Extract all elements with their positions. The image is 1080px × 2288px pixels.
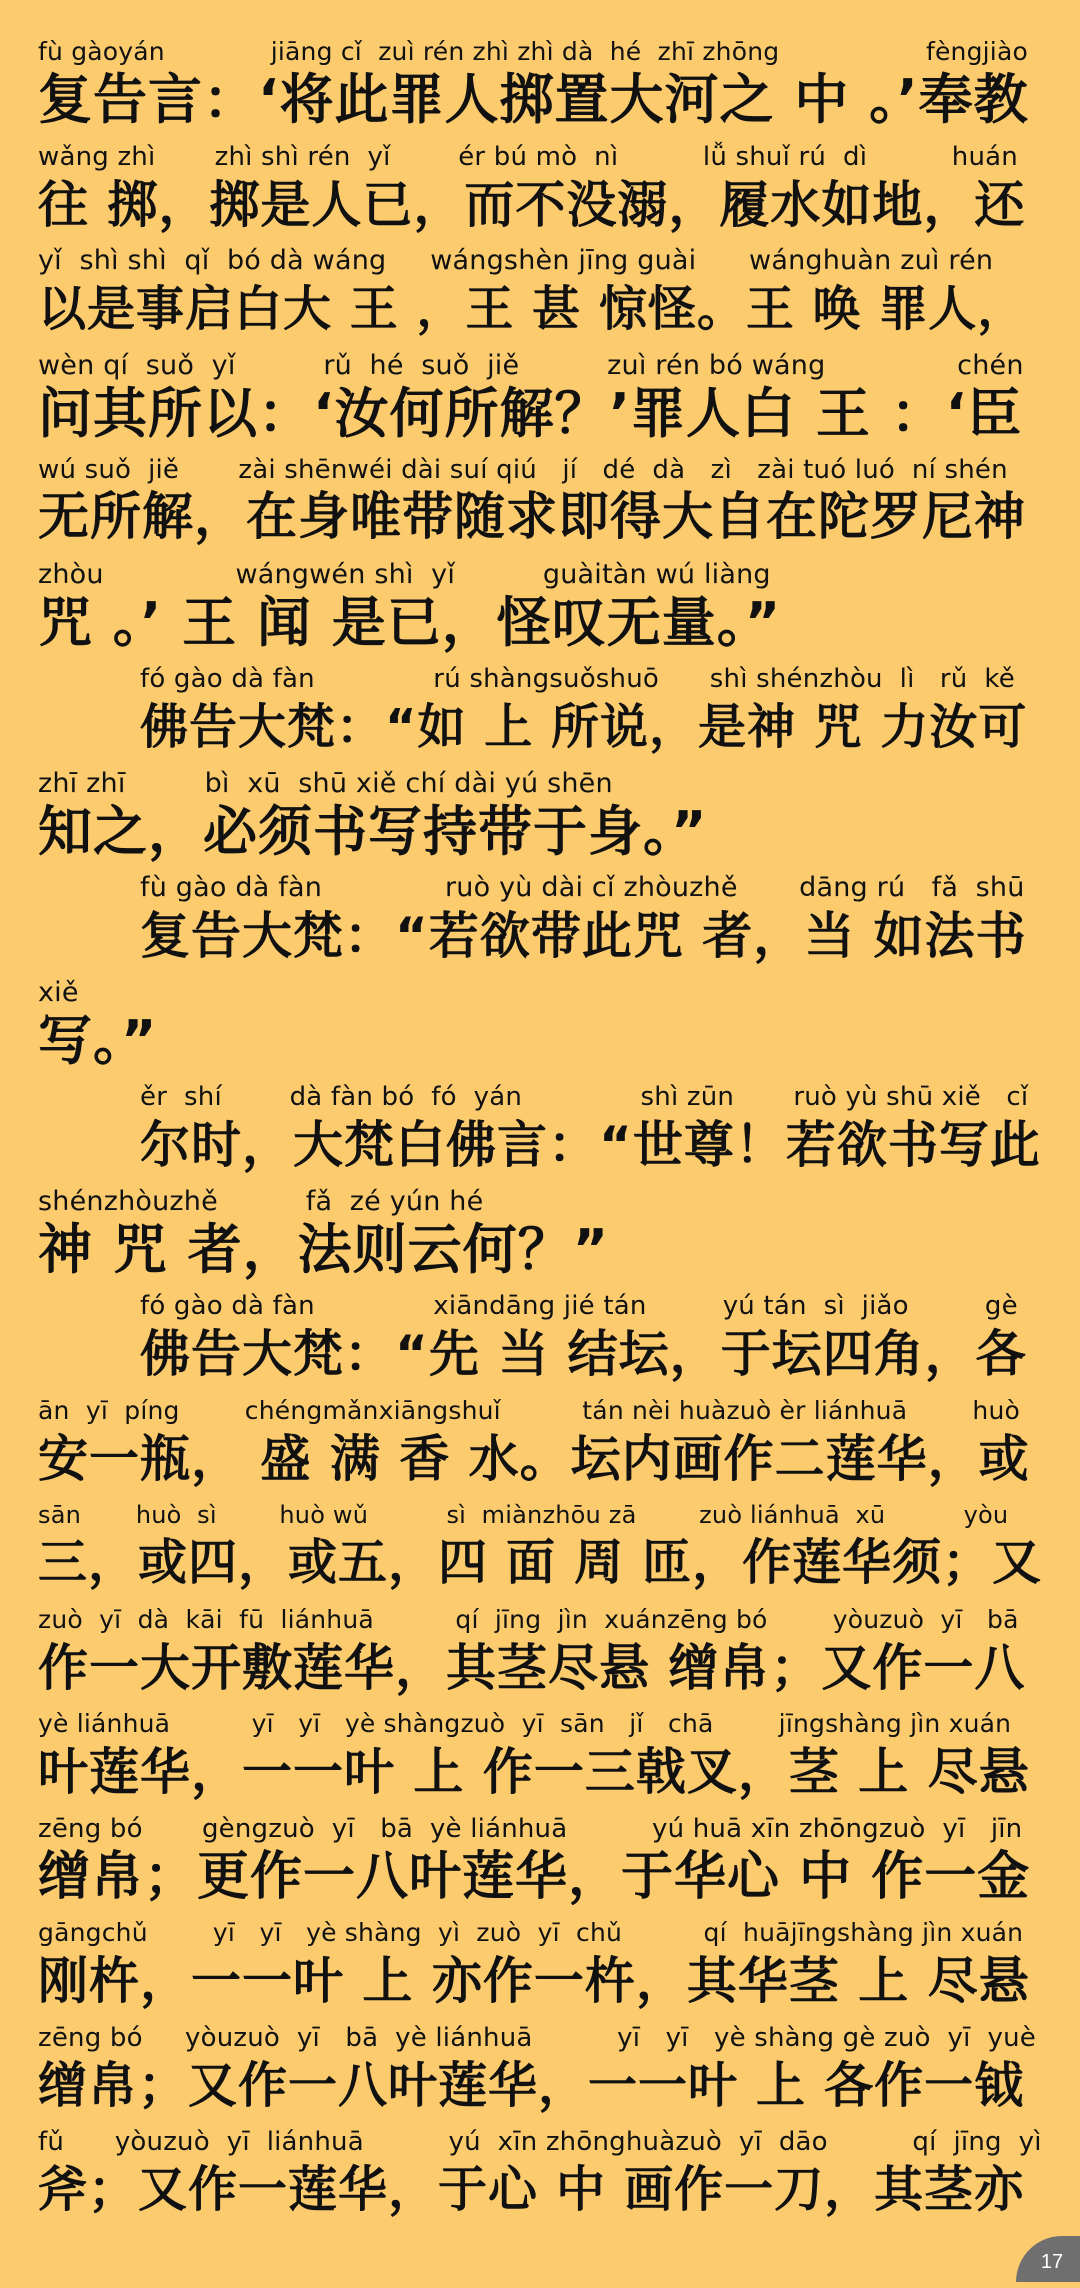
pinyin-annotation: fó gào dà fàn xiāndāng jié tán yú tán sì jiǎo gè [140,1291,1018,1321]
chinese-text: 尔时，大梵白佛言：“世尊！若欲书写此 [140,1116,1041,1174]
text-line [38,141,1042,245]
chinese-text: 无所解，在身唯带随求即得大自在陀罗尼神 [38,488,1027,547]
text-line [38,1813,1042,1917]
chinese-text: 缯帛；更作一八叶莲华，于华心 中 作一金 [38,1846,1031,1907]
chinese-text: 叶莲华，一一叶 上 作一三戟叉，茎 上 尽悬 [38,1743,1030,1801]
text-line [38,350,1042,454]
text-line [38,2022,1042,2126]
chinese-text: 斧；又作一莲华，于心 中 画作一刀，其茎亦 [38,2161,1025,2218]
pinyin-annotation: gāngchǔ yī yī yè shàng yì zuò yī chǔ qí huājīngshàng jìn xuán [38,1918,1024,1947]
chinese-text: 复告大梵：“若欲带此咒 者，当 如法书 [140,907,1027,965]
text-line [38,454,1042,558]
text-line [38,2126,1042,2230]
text-line [38,1499,1042,1603]
chinese-text: 作一大开敷莲华，其茎尽悬 缯帛；又作一八 [38,1638,1026,1697]
pinyin-annotation: shénzhòuzhě fǎ zé yún hé [38,1185,484,1217]
text-line [38,245,1042,349]
text-line [38,1917,1042,2021]
pinyin-annotation: fó gào dà fàn rú shàngsuǒshuō shì shénzhòu lì rǔ kě [140,664,1015,694]
text-line [38,768,1042,872]
pinyin-annotation: wǎng zhì zhì shì rén yǐ ér bú mò nì lǚ shuǐ rú dì huán [38,141,1018,172]
pinyin-annotation: zēng bó yòuzuò yī bā yè liánhuā yī yī yè shàng gè zuò yī yuè [38,2022,1036,2053]
pinyin-annotation: zhī zhī bì xū shū xiě chí dài yú shēn [38,767,613,799]
chinese-text: 往 掷，掷是人已，而不没溺，履水如地，还 [38,175,1026,234]
page-number-badge: 17 [1016,2236,1080,2282]
chinese-text: 刚杵，一一叶 上 亦作一杵，其华茎 上 尽悬 [38,1952,1030,2010]
pinyin-annotation: fù gàoyán jiāng cǐ zuì rén zhì zhì dà hé zhī zhōng fèngjiào [38,37,1028,66]
chinese-text: 佛告大梵：“如 上 所说，是神 咒 力汝可 [140,699,1028,755]
text-line [140,663,1042,767]
pinyin-annotation: sān huò sì huò wǔ sì miànzhōu zā zuò liánhuā xū yòu [38,1501,1009,1529]
chinese-text: 咒 。’ 王 闻 是已，怪叹无量。” [38,590,782,654]
text-line [38,36,1042,140]
chinese-text: 写。” [38,1008,158,1072]
pinyin-annotation: yè liánhuā yī yī yè shàngzuò yī sān jǐ chā jīngshàng jìn xuán [38,1709,1012,1738]
pinyin-annotation: ān yī píng chéngmǎnxiāngshuǐ tán nèi huàzuò èr liánhuā huò [38,1395,1020,1425]
pinyin-annotation: xiě [38,976,79,1008]
text-line [140,1081,1042,1185]
text-line [140,1290,1042,1394]
pinyin-annotation: fǔ yòuzuò yī liánhuā yú xīn zhōnghuàzuò yī dāo qí jīng yì [38,2127,1042,2157]
text-line [38,977,1042,1081]
text-line [38,1708,1042,1812]
text-line [38,1186,1042,1290]
chinese-text: 安一瓶， 盛 满 香 水。坛内画作二莲华，或 [38,1429,1030,1488]
pinyin-annotation: ěr shí dà fàn bó fó yán shì zūn ruò yù shū xiě cǐ [140,1082,1029,1112]
text-line [140,872,1042,976]
chinese-text: 三，或四，或五，四 面 周 匝，作莲华须；又 [38,1534,1042,1591]
chinese-text: 佛告大梵：“先 当 结坛，于坛四角，各 [140,1325,1027,1383]
chinese-text: 缯帛；又作一八叶莲华，一一叶 上 各作一钺 [38,2056,1025,2114]
chinese-text: 问其所以：‘汝何所解？’罪人白 王 ：‘臣 [38,381,1023,445]
pinyin-annotation: yǐ shì shì qǐ bó dà wáng wángshèn jīng guài wánghuàn zuì rén [38,245,994,276]
pinyin-annotation: zhòu wángwén shì yǐ guàitàn wú liàng [38,558,771,590]
pinyin-annotation: zēng bó gèngzuò yī bā yè liánhuā yú huā xīn zhōngzuò yī jīn [38,1813,1023,1844]
text-line [38,1395,1042,1499]
pinyin-annotation: wèn qí suǒ yǐ rǔ hé suǒ jiě zuì rén bó wáng chén [38,349,1024,381]
text-line [38,1604,1042,1708]
chinese-text: 神 咒 者，法则云何？” [38,1217,610,1281]
pinyin-annotation: fù gào dà fàn ruò yù dài cǐ zhòuzhě dāng rú fǎ shū [140,872,1025,903]
chinese-text: 知之，必须书写持带于身。” [38,799,708,863]
chinese-text: 复告言：‘将此罪人掷置大河之 中 。’奉教 [38,68,1029,131]
pinyin-annotation: zuò yī dà kāi fū liánhuā qí jīng jìn xuánzēng bó yòuzuò yī bā [38,1604,1019,1634]
chinese-text: 以是事启白大 王 ，王 甚 惊怪。王 唤 罪人， [38,281,1027,337]
pinyin-annotation: wú suǒ jiě zài shēnwéi dài suí qiú jí dé dà zì zài tuó luó ní shén [38,455,1008,485]
text-line [38,559,1042,663]
